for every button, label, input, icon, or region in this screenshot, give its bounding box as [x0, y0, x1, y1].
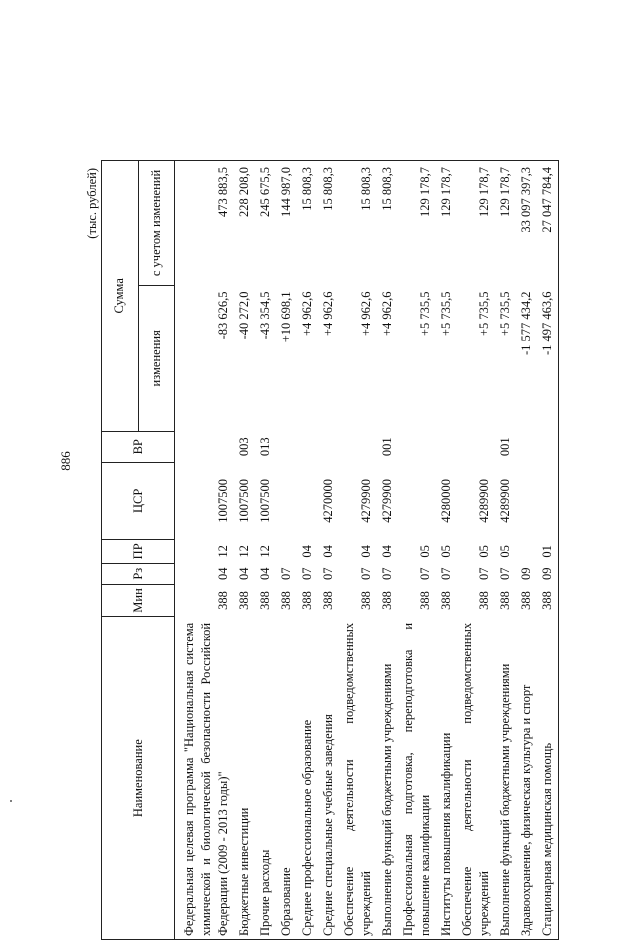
cell-with-change: 27 047 784,4 [537, 161, 559, 286]
cell-pr: 12 [237, 545, 251, 558]
cell-name: Прочие расходы [255, 617, 276, 940]
header-change: изменения [138, 285, 175, 431]
cell-change: +4 962,6 [359, 291, 373, 336]
table-body [175, 161, 559, 940]
cell-pr: 05 [439, 545, 453, 558]
cell-min: 388 [279, 591, 293, 610]
cell-with-change: 228 208,0 [234, 161, 255, 286]
cell-change: -43 354,5 [258, 291, 272, 340]
cell-with-change: 129 178,7 [495, 161, 516, 286]
cell-name: Институты повышения квалификации [436, 617, 457, 940]
table-row [175, 161, 235, 940]
cell-rz: 09 [519, 567, 533, 580]
cell-pr [516, 539, 537, 563]
cell-vr [339, 431, 377, 462]
header-min: Мин [102, 584, 175, 617]
page-number: 886 [58, 451, 73, 471]
cell-min: 388 [477, 591, 491, 610]
cell-csr: 4279900 [380, 479, 394, 523]
cell-change: -1 497 463,6 [537, 285, 559, 431]
cell-vr [457, 431, 495, 462]
cell-with-change: 33 097 397,3 [516, 161, 537, 286]
cell-vr [537, 431, 559, 462]
cell-name: Обеспечение деятельности подведомственных учреждений [339, 617, 377, 940]
cell-pr: 12 [258, 545, 272, 558]
budget-table [101, 160, 559, 940]
cell-name: Федеральная целевая программа "Национальная система химической и биологической безопасности Российской Федерации (2009 - 2013 годы)" [175, 617, 235, 940]
cell-vr [175, 431, 235, 462]
header-vr: ВР [102, 431, 175, 462]
cell-csr: 4289900 [498, 479, 512, 523]
cell-name: Образование [276, 617, 297, 940]
cell-name: Бюджетные инвестиции [234, 617, 255, 940]
table-row [398, 161, 436, 940]
cell-min: 388 [237, 591, 251, 610]
table-row [457, 161, 495, 940]
cell-min: 388 [300, 591, 314, 610]
table-row [276, 161, 297, 940]
cell-vr [398, 431, 436, 462]
cell-csr: 1007500 [237, 479, 251, 523]
cell-name: Средние специальные учебные заведения [318, 617, 339, 940]
cell-rz: 07 [380, 567, 394, 580]
cell-vr [297, 431, 318, 462]
table-row [495, 161, 516, 940]
cell-change: +4 962,6 [300, 291, 314, 336]
table-row [516, 161, 537, 940]
cell-name: Здравоохранение, физическая культура и спорт [516, 617, 537, 940]
cell-min: 388 [537, 584, 559, 617]
cell-change: +10 698,1 [279, 291, 293, 343]
header-rz: Рз [102, 563, 175, 584]
table-row [537, 161, 559, 940]
table-row [339, 161, 377, 940]
header-csr: ЦСР [102, 462, 175, 539]
table-row [234, 161, 255, 940]
table-row [377, 161, 398, 940]
cell-pr: 01 [537, 539, 559, 563]
table-row [297, 161, 318, 940]
cell-rz: 04 [258, 567, 272, 580]
cell-with-change: 144 987,0 [276, 161, 297, 286]
cell-min: 388 [216, 591, 230, 610]
scan-speck [10, 800, 12, 802]
cell-vr [516, 431, 537, 462]
cell-change: +4 962,6 [380, 291, 394, 336]
cell-pr: 04 [359, 545, 373, 558]
cell-rz: 04 [237, 567, 251, 580]
cell-change: +5 735,5 [498, 291, 512, 336]
header-name: Наименование [102, 617, 175, 940]
cell-min: 388 [418, 591, 432, 610]
cell-rz: 07 [300, 567, 314, 580]
cell-change: +5 735,5 [477, 291, 491, 336]
cell-change: -1 577 434,2 [519, 291, 533, 355]
table-header [102, 161, 175, 940]
cell-change: +5 735,5 [439, 291, 453, 336]
cell-with-change: 245 675,5 [255, 161, 276, 286]
header-with-change: с учетом изменений [138, 161, 175, 286]
cell-name: Выполнение функций бюджетными учреждениями [495, 617, 516, 940]
cell-pr [276, 539, 297, 563]
cell-with-change: 15 808,3 [297, 161, 318, 286]
cell-vr: 001 [498, 437, 512, 457]
header-sum: Сумма [102, 161, 139, 432]
cell-csr: 1007500 [258, 479, 272, 523]
cell-with-change: 129 178,7 [457, 161, 495, 286]
cell-csr: 4279900 [359, 479, 373, 523]
cell-csr: 4289900 [477, 479, 491, 523]
cell-csr [398, 462, 436, 539]
cell-pr: 05 [477, 545, 491, 558]
cell-change: +5 735,5 [418, 291, 432, 336]
cell-pr: 04 [300, 545, 314, 558]
header-pr: ПР [102, 539, 175, 563]
cell-rz: 07 [477, 567, 491, 580]
table-row [318, 161, 339, 940]
cell-min: 388 [498, 591, 512, 610]
cell-pr: 12 [216, 545, 230, 558]
rotated-page-content [85, 160, 555, 940]
cell-vr [436, 431, 457, 462]
cell-name: Профессиональная подготовка, переподготовка и повышение квалификации [398, 617, 436, 940]
cell-change: +4 962,6 [321, 291, 335, 336]
cell-csr: 1007500 [216, 479, 230, 523]
cell-pr: 04 [380, 545, 394, 558]
cell-with-change: 15 808,3 [377, 161, 398, 286]
cell-pr: 05 [418, 545, 432, 558]
cell-vr [318, 431, 339, 462]
table-row [436, 161, 457, 940]
cell-csr [276, 462, 297, 539]
cell-min: 388 [439, 591, 453, 610]
cell-rz: 07 [321, 567, 335, 580]
cell-name: Среднее профессиональное образование [297, 617, 318, 940]
cell-rz: 07 [439, 567, 453, 580]
cell-with-change: 15 808,3 [339, 161, 377, 286]
cell-csr [297, 462, 318, 539]
cell-name: Обеспечение деятельности подведомственных учреждений [457, 617, 495, 940]
cell-min: 388 [359, 591, 373, 610]
cell-pr: 04 [321, 545, 335, 558]
cell-change: -83 626,5 [216, 291, 230, 340]
cell-csr: 4280000 [439, 479, 453, 523]
cell-name: Выполнение функций бюджетными учреждениями [377, 617, 398, 940]
cell-rz: 07 [279, 567, 293, 580]
cell-with-change: 473 883,5 [175, 161, 235, 286]
cell-vr: 001 [380, 437, 394, 457]
cell-vr [276, 431, 297, 462]
cell-csr: 4270000 [321, 479, 335, 523]
cell-with-change: 129 178,7 [398, 161, 436, 286]
cell-name: Стационарная медицинская помощь [537, 617, 559, 940]
cell-rz: 07 [498, 567, 512, 580]
cell-with-change: 15 808,3 [318, 161, 339, 286]
cell-vr: 003 [237, 437, 251, 457]
cell-min: 388 [380, 591, 394, 610]
cell-change: -40 272,0 [237, 291, 251, 340]
cell-rz: 09 [537, 563, 559, 584]
cell-csr [516, 462, 537, 539]
cell-rz: 04 [216, 567, 230, 580]
cell-pr: 05 [498, 545, 512, 558]
cell-min: 388 [519, 591, 533, 610]
cell-vr: 013 [258, 437, 272, 457]
cell-with-change: 129 178,7 [436, 161, 457, 286]
cell-rz: 07 [418, 567, 432, 580]
cell-csr [537, 462, 559, 539]
cell-min: 388 [321, 591, 335, 610]
units-label: (тыс. рублей) [85, 168, 99, 239]
cell-min: 388 [258, 591, 272, 610]
table-row [255, 161, 276, 940]
cell-rz: 07 [359, 567, 373, 580]
